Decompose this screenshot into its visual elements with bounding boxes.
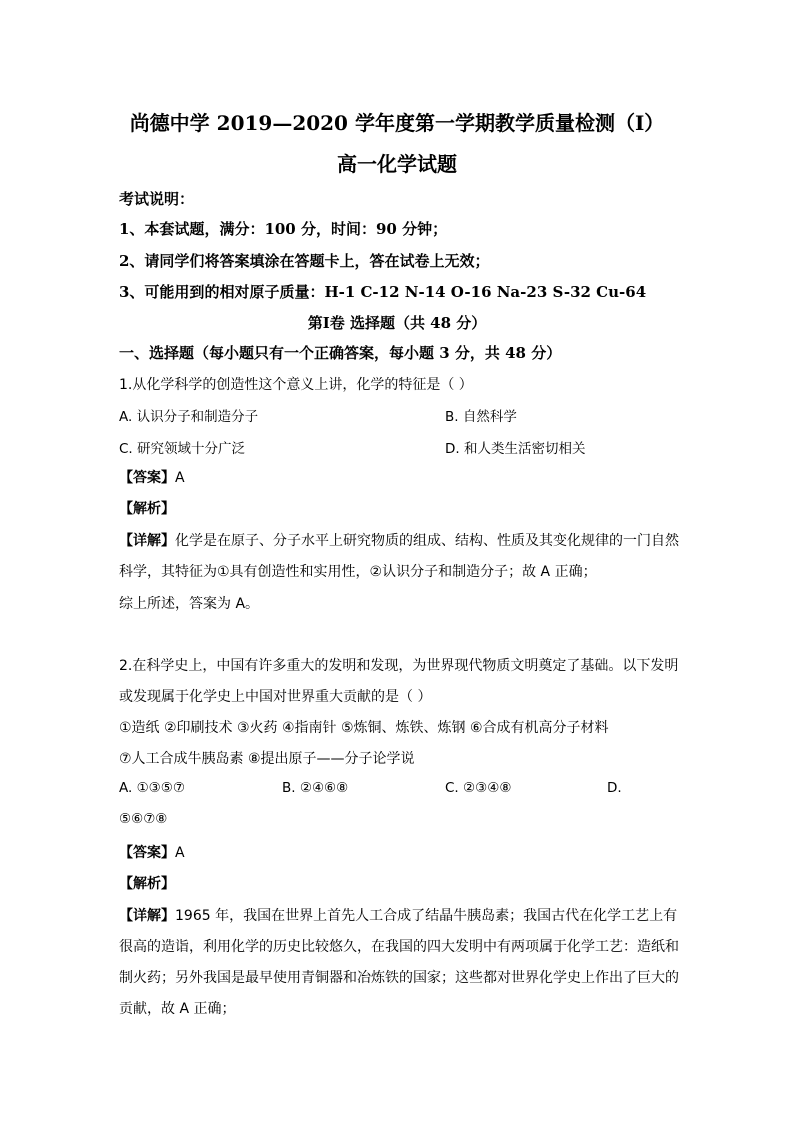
q2-option-d-text: ⑤⑥⑦⑧ <box>119 811 168 827</box>
q2-detail-line: 制火药；另外我国是最早使用青铜器和冶炼铁的国家；这些都对世界化学史上作出了巨大的 <box>119 970 679 986</box>
detail-text: 1965 年，我国在世界上首先人工合成了结晶牛胰岛素；我国古代在化学工艺上有 <box>175 908 678 924</box>
q1-analysis-label: 【解析】 <box>119 501 175 517</box>
q2-option-a: A. ①③⑤⑦ <box>119 780 185 796</box>
question-2-stem: 或发现属于化学史上中国对世界重大贡献的是（ ） <box>119 689 432 705</box>
answer-label: 【答案】 <box>119 845 175 861</box>
q2-detail-line <box>119 905 677 925</box>
instruction-item: 1、本套试题，满分：100 分，时间：90 分钟； <box>119 220 448 238</box>
q1-detail-line: 综上所述，答案为 A。 <box>119 596 260 612</box>
answer-label: 【答案】 <box>119 470 175 486</box>
q1-detail-line <box>119 530 679 550</box>
q2-detail-line: 很高的造诣，利用化学的历史比较悠久，在我国的四大发明中有两项属于化学工艺：造纸和 <box>119 939 679 955</box>
q2-option-c: C. ②③④⑧ <box>445 780 512 796</box>
answer-value: A <box>175 470 185 486</box>
detail-label: 【详解】 <box>119 533 175 549</box>
question-2-items: ①造纸 ②印刷技术 ③火药 ④指南针 ⑤炼铜、炼铁、炼钢 ⑥合成有机高分子材料 <box>119 720 609 736</box>
question-2-stem: 2.在科学史上，中国有许多重大的发明和发现，为世界现代物质文明奠定了基础。以下发明 <box>119 658 679 674</box>
answer-value: A <box>175 845 185 861</box>
question-2-items: ⑦人工合成牛胰岛素 ⑧提出原子——分子论学说 <box>119 751 415 767</box>
q2-option-d: D. <box>607 780 622 796</box>
instructions-heading: 考试说明： <box>119 190 195 208</box>
detail-text: 化学是在原子、分子水平上研究物质的组成、结构、性质及其变化规律的一门自然 <box>175 533 679 549</box>
exam-subtitle: 高一化学试题 <box>337 152 457 176</box>
q2-detail-line: 贡献，故 A 正确； <box>119 1001 236 1017</box>
section-heading: 一、选择题（每小题只有一个正确答案，每小题 3 分，共 48 分） <box>119 344 562 362</box>
q2-option-b: B. ②④⑥⑧ <box>282 780 349 796</box>
q1-answer <box>119 467 185 487</box>
volume-heading: 第Ⅰ卷 选择题（共 48 分） <box>307 314 487 332</box>
q1-detail-line: 科学，其特征为①具有创造性和实用性，②认识分子和制造分子；故 A 正确； <box>119 564 597 580</box>
question-1-stem: 1.从化学科学的创造性这个意义上讲，化学的特征是（ ） <box>119 377 473 393</box>
detail-label: 【详解】 <box>119 908 175 924</box>
instruction-item: 2、请同学们将答案填涂在答题卡上，答在试卷上无效； <box>119 252 490 270</box>
q2-answer <box>119 842 185 862</box>
q1-option-d: D. 和人类生活密切相关 <box>445 441 586 457</box>
q2-analysis-label: 【解析】 <box>119 876 175 892</box>
instruction-item: 3、可能用到的相对原子质量：H-1 C-12 N-14 O-16 Na-23 S-32 Cu-64 <box>119 283 647 301</box>
q1-option-b: B. 自然科学 <box>445 409 517 425</box>
q1-option-a: A. 认识分子和制造分子 <box>119 409 259 425</box>
q1-option-c: C. 研究领域十分广泛 <box>119 441 246 457</box>
exam-title: 尚德中学 2019—2020 学年度第一学期教学质量检测（Ⅰ） <box>129 111 665 135</box>
